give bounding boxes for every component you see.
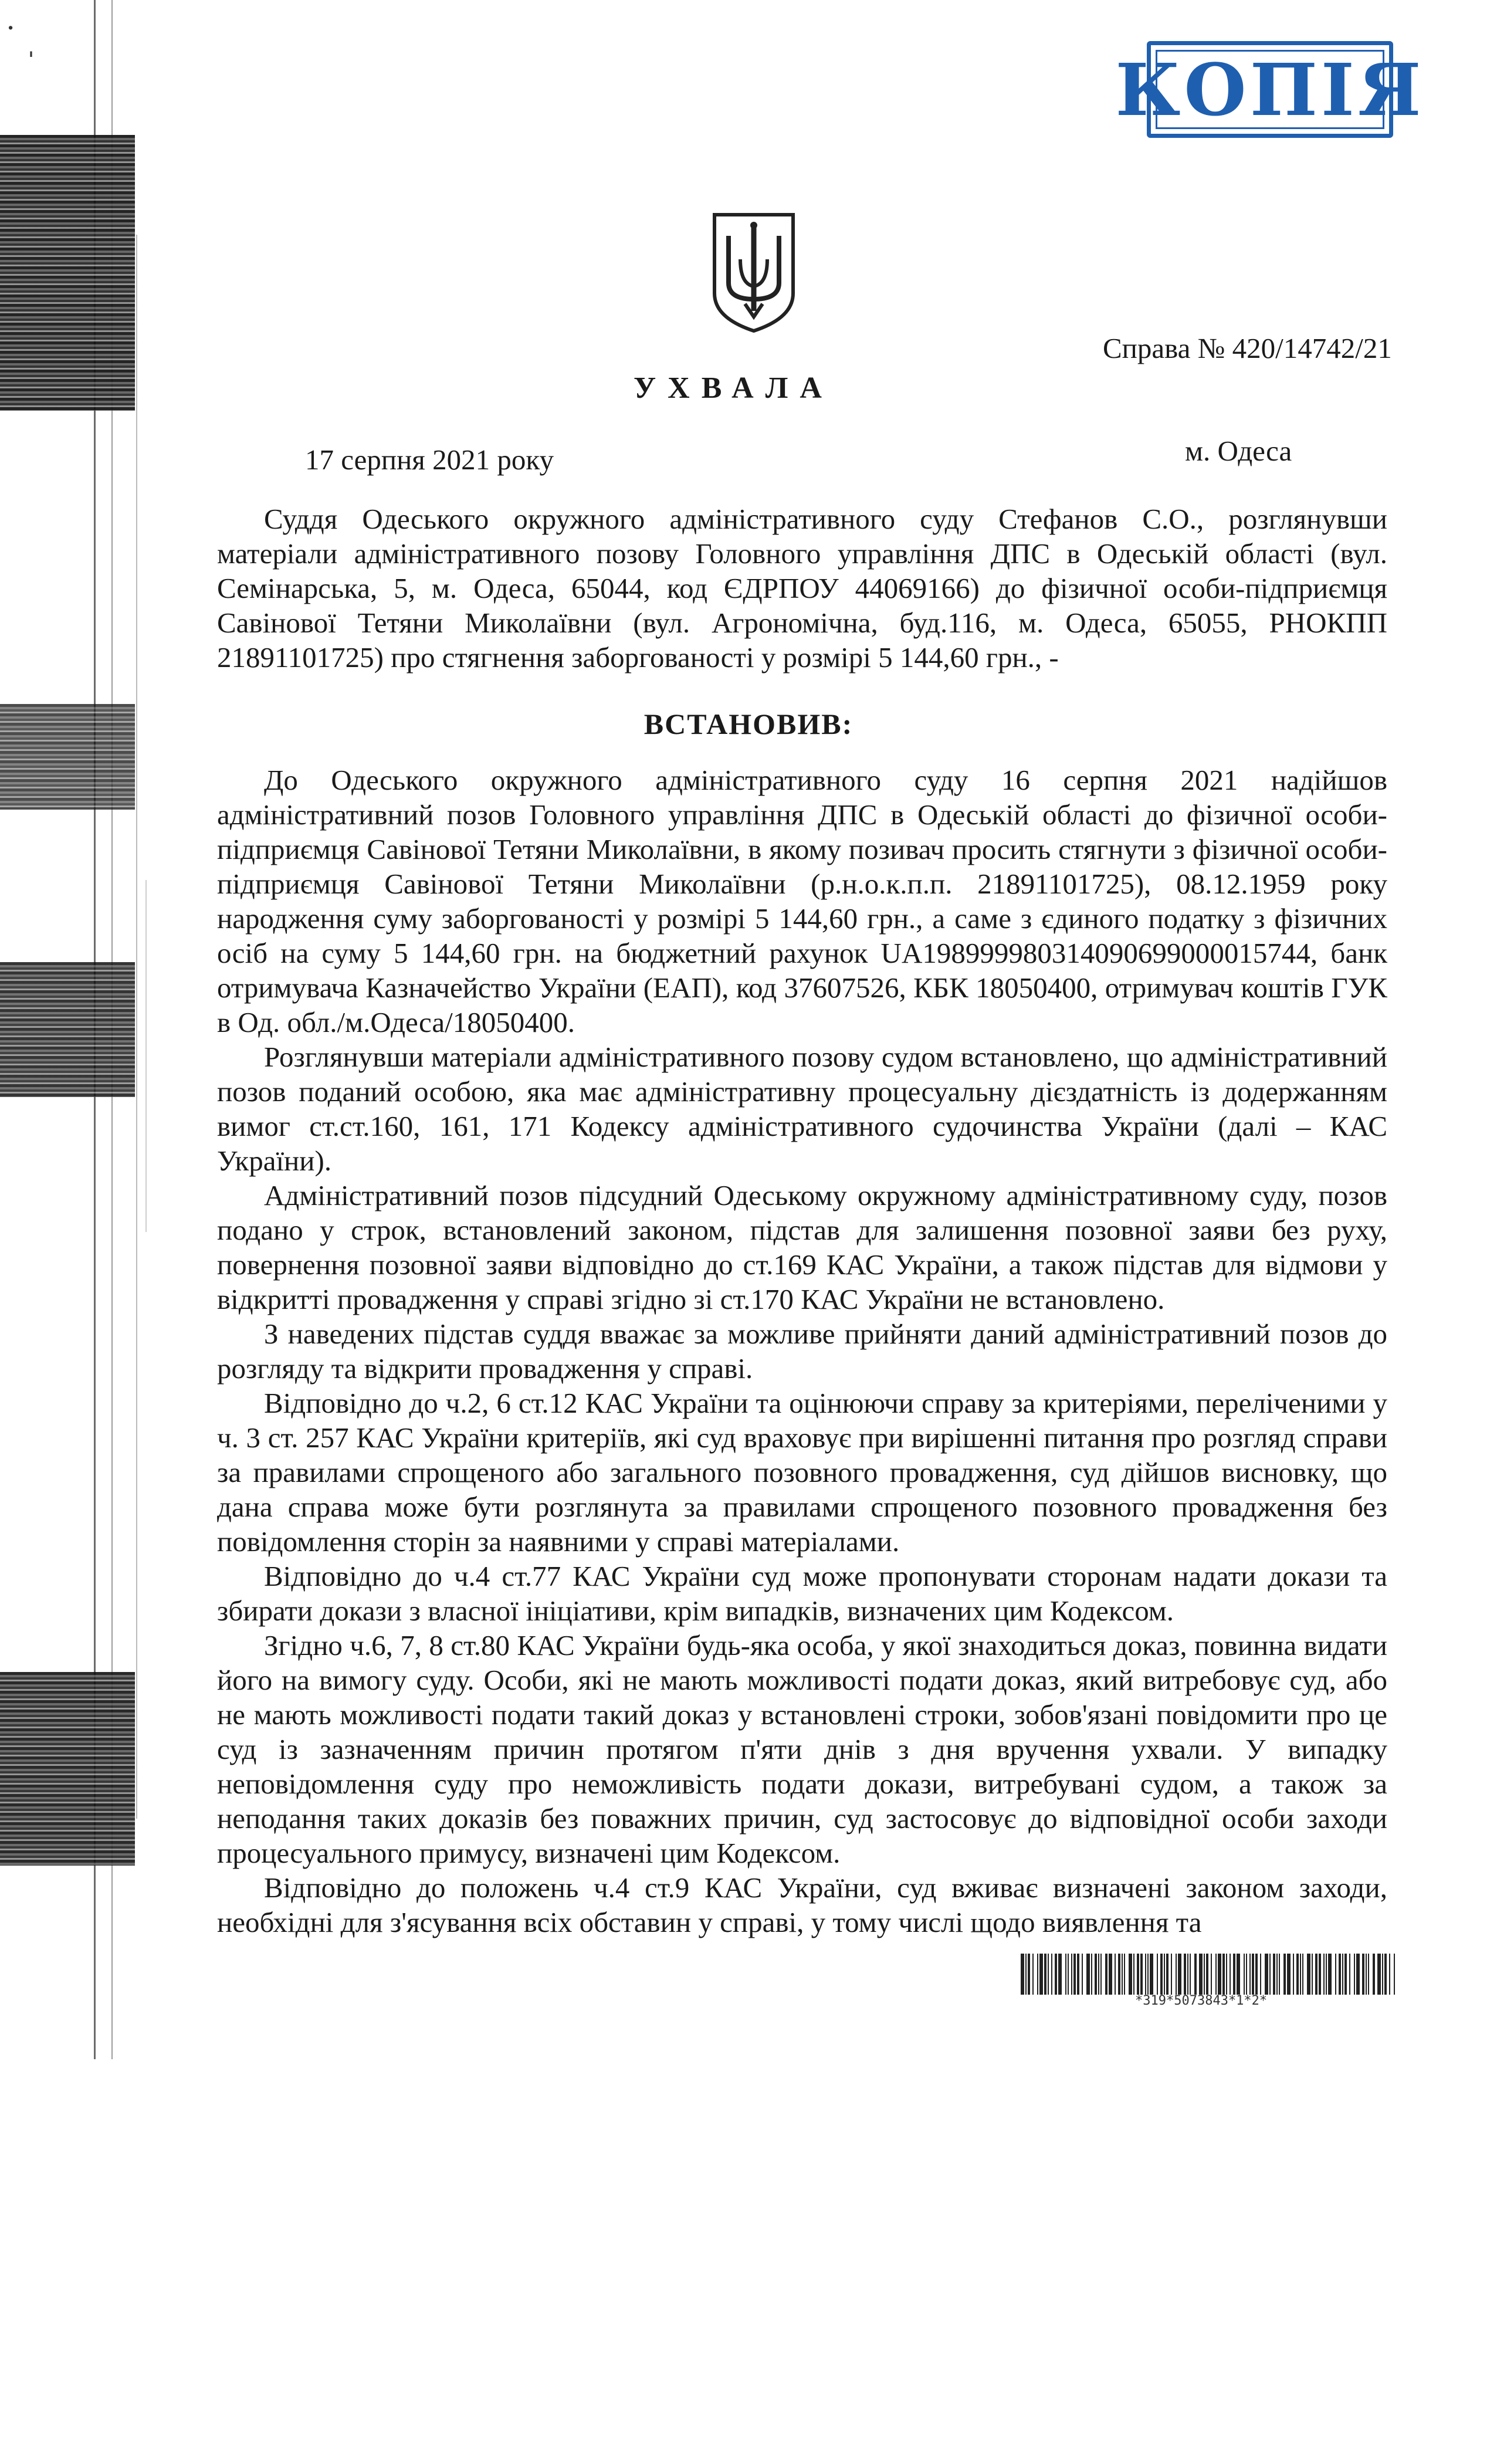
barcode-stripe xyxy=(1044,1954,1046,1995)
barcode-stripe xyxy=(1377,1954,1381,1995)
barcode-stripe xyxy=(1105,1954,1107,1995)
barcode-stripe xyxy=(1204,1954,1205,1995)
barcode-stripe xyxy=(1237,1954,1240,1995)
body-paragraph: Розглянувши матеріали адміністративного позову судом встановлено, що адміністративний позов поданий особою, яка має адміністративну процесуальну дієздатність із додержанням вимог ст.ст.160, 161, 171 Кодексу адміністративного судочинства України (далі – КАС України). xyxy=(217,1041,1387,1177)
barcode-stripe xyxy=(1190,1954,1191,1995)
barcode-stripe xyxy=(1389,1954,1390,1995)
barcode-stripe xyxy=(1077,1954,1079,1995)
scan-specks: ˙ ˌ xyxy=(5,18,37,57)
intro-paragraph: Суддя Одеського окружного адміністративного суду Стефанов С.О., розглянувши матеріали адміністративного позову Головного управління ДПС в Одеській області (вул. Семінарська, 5, м. Одеса, 65044, код ЄДРПОУ 44069166) до фізичної особи-підприємця Савінової Тетяни Миколаївни (вул. Агрономічна, буд.116, м. Одеса, 65055, РНОКПП 21891101725) про стягнення заборгованості у розмірі 5 144,60 грн., - xyxy=(217,503,1387,673)
barcode-stripe xyxy=(1039,1954,1043,1995)
barcode-stripe xyxy=(1273,1954,1275,1995)
barcode-stripe xyxy=(1362,1954,1364,1995)
body-paragraph: Згідно ч.6, 7, 8 ст.80 КАС України будь-яка особа, у якої знаходиться доказ, повинна видати його на вимогу суду. Особи, які не мають можливості подати доказ, який витребовує суд, або не мають можливості подати такий доказ у встановлені строки, зобов'язані повідомити про це суд із зазначенням причин протягом п'яти днів з дня вручення ухвали. У випадку неповідомлення суду про неможливість подати докази, витребувані судом, а також за неподання таких доказів без поважних причин, суд застосовує до відповідної особи заходи процесуального примусу, визначені цим Кодексом. xyxy=(217,1629,1387,1869)
barcode-stripe xyxy=(1296,1954,1299,1995)
section-heading: ВСТАНОВИВ: xyxy=(643,708,854,740)
barcode-stripe xyxy=(1025,1954,1027,1995)
barcode-stripe xyxy=(1323,1954,1325,1995)
ruling-date: 17 серпня 2021 року xyxy=(305,444,554,476)
barcode-stripe xyxy=(1095,1954,1097,1995)
barcode-stripe xyxy=(1276,1954,1278,1995)
barcode-stripe xyxy=(1342,1954,1343,1995)
barcode-stripe xyxy=(1199,1954,1203,1995)
barcode-stripe xyxy=(1302,1954,1303,1995)
barcode-stripe xyxy=(1122,1954,1123,1995)
barcode-stripe xyxy=(1100,1954,1102,1995)
barcode-stripe xyxy=(1150,1954,1153,1995)
barcode-stripe xyxy=(1147,1954,1149,1995)
barcode-stripe xyxy=(1145,1954,1146,1995)
barcode-number: *319*5073843*1*2* xyxy=(1135,1993,1268,2008)
scan-edge-artifacts xyxy=(0,0,153,2059)
copy-stamp xyxy=(1115,41,1425,138)
barcode-stripe xyxy=(1244,1954,1245,1995)
document-barcode xyxy=(1021,1954,1402,1995)
body-paragraph: До Одеського окружного адміністративного суду 16 серпня 2021 надійшов адміністративний позов Головного управління ДПС в Одеській області до фізичної особи-підприємця Савінової Тетяни Миколаївни, в якому позивач просить стягнути з фізичної особи-підприємця Савінової Тетяни Миколаївни (р.н.о.к.п.п. 21891101725), 08.12.1959 року народження суму заборгованості у розмірі 5 144,60 грн., а саме з єдиного податку з фізичних осіб на суму 5 144,60 грн. на бюджетний рахунок UA198999980314090699000015744, банк отримувача Казначейство України (ЕАП), код 37607526, КБК 18050400, отримувач коштів ГУК в Од. обл./м.Одеса/18050400. xyxy=(217,764,1387,1038)
barcode-stripe xyxy=(1051,1954,1052,1995)
barcode-stripe xyxy=(1184,1954,1186,1995)
barcode-stripe xyxy=(1356,1954,1360,1995)
barcode-stripe xyxy=(1071,1954,1072,1995)
barcode-stripe xyxy=(1300,1954,1301,1995)
barcode-stripe xyxy=(1109,1954,1112,1995)
barcode-stripe xyxy=(1373,1954,1375,1995)
barcode-stripe xyxy=(1283,1954,1286,1995)
barcode-stripe xyxy=(1255,1954,1258,1995)
barcode-stripe xyxy=(1021,1954,1024,1995)
barcode-stripe xyxy=(1160,1954,1163,1995)
scan-line xyxy=(145,880,147,1232)
barcode-stripe xyxy=(1086,1954,1090,1995)
barcode-stripe xyxy=(1366,1954,1367,1995)
barcode-stripe xyxy=(1028,1954,1030,1995)
barcode-stripe xyxy=(1176,1954,1177,1995)
barcode-stripe xyxy=(1335,1954,1336,1995)
barcode-stripe xyxy=(1394,1954,1395,1995)
barcode-stripe xyxy=(1178,1954,1181,1995)
case-number: Справа № 420/14742/21 xyxy=(1103,332,1392,364)
barcode-stripe xyxy=(1246,1954,1247,1995)
barcode-stripe xyxy=(1124,1954,1125,1995)
barcode-stripe xyxy=(1098,1954,1099,1995)
scan-smudge xyxy=(0,962,135,1097)
barcode-stripe xyxy=(1222,1954,1225,1995)
scan-line xyxy=(136,235,137,1819)
body-paragraph: Відповідно до ч.2, 6 ст.12 КАС України та оцінюючи справу за критеріями, переліченими у ч. 3 ст. 257 КАС України критеріїв, які суд враховує при вирішенні питання про розгляд справи за правилами спрощеного або загального позовного провадження, суд дійшов висновку, що дана справа може бути розглянута за правилами спрощеного позовного провадження без повідомлення сторін за наявними у справі матеріалами. xyxy=(217,1387,1387,1558)
barcode-stripe xyxy=(1215,1954,1217,1995)
barcode-stripe xyxy=(1164,1954,1165,1995)
barcode-stripe xyxy=(1368,1954,1369,1995)
barcode-stripe xyxy=(1037,1954,1038,1995)
barcode-stripe xyxy=(1118,1954,1120,1995)
barcode-stripe xyxy=(1140,1954,1143,1995)
copy-stamp-label: КОПІЯ xyxy=(1115,47,1425,132)
barcode-stripe xyxy=(1032,1954,1034,1995)
ruling-city: м. Одеса xyxy=(1185,435,1292,467)
barcode-stripe xyxy=(1187,1954,1188,1995)
barcode-stripe xyxy=(1226,1954,1227,1995)
barcode-stripe xyxy=(1269,1954,1271,1995)
barcode-stripe xyxy=(1349,1954,1350,1995)
barcode-stripe xyxy=(1058,1954,1062,1995)
scan-smudge xyxy=(0,1672,135,1866)
barcode-stripe xyxy=(1252,1954,1254,1995)
barcode-stripe xyxy=(1315,1954,1318,1995)
barcode-stripe xyxy=(1048,1954,1049,1995)
barcode-stripe xyxy=(1293,1954,1294,1995)
barcode-stripe xyxy=(1068,1954,1069,1995)
barcode-stripe xyxy=(1211,1954,1212,1995)
barcode-stripe xyxy=(1137,1954,1139,1995)
barcode-stripe xyxy=(1115,1954,1116,1995)
barcode-stripe xyxy=(1091,1954,1092,1995)
body-paragraph: Адміністративний позов підсудний Одеському окружному адміністративному суду, позов подано у строк, встановлений законом, підстав для залишення позовної заяви без руху, повернення позовної заяви відповідно до ст.169 КАС України, а також підстав для відмови у відкритті провадження у справі згідно зі ст.170 КАС України не встановлено. xyxy=(217,1179,1387,1315)
barcode-stripe xyxy=(1328,1954,1332,1995)
barcode-stripe xyxy=(1218,1954,1221,1995)
barcode-stripe xyxy=(1065,1954,1066,1995)
barcode-stripe xyxy=(1249,1954,1251,1995)
barcode-stripe xyxy=(1287,1954,1291,1995)
barcode-stripe xyxy=(1073,1954,1076,1995)
barcode-stripe xyxy=(1233,1954,1235,1995)
barcode-stripe xyxy=(1194,1954,1197,1995)
barcode-stripe xyxy=(1260,1954,1261,1995)
trident-coat-of-arms-icon xyxy=(710,211,798,334)
barcode-stripe xyxy=(1230,1954,1231,1995)
barcode-stripe xyxy=(1265,1954,1268,1995)
barcode-stripe xyxy=(1382,1954,1383,1995)
barcode-stripe xyxy=(1312,1954,1313,1995)
barcode-stripe xyxy=(1129,1954,1132,1995)
barcode-stripe xyxy=(1171,1954,1172,1995)
barcode-stripe xyxy=(1326,1954,1327,1995)
barcode-stripe xyxy=(1082,1954,1083,1995)
barcode-stripe xyxy=(1157,1954,1158,1995)
barcode-stripe xyxy=(1344,1954,1347,1995)
barcode-stripe xyxy=(1166,1954,1169,1995)
intro-block xyxy=(217,502,1387,675)
barcode-stripe xyxy=(1384,1954,1387,1995)
scan-smudge xyxy=(0,135,135,411)
document-title: УХВАЛА xyxy=(634,371,834,405)
body-paragraph: З наведених підстав суддя вважає за можливе прийняти даний адміністративний позов до розгляду та відкрити провадження у справі. xyxy=(217,1318,1387,1385)
barcode-stripe xyxy=(1055,1954,1057,1995)
ruling-body xyxy=(217,763,1387,1940)
body-paragraph: Відповідно до ч.4 ст.77 КАС України суд може пропонувати сторонам надати докази та збирати докази з власної ініціативи, крім випадків, визначених цим Кодексом. xyxy=(217,1560,1387,1627)
barcode-stripe xyxy=(1133,1954,1134,1995)
barcode-stripe xyxy=(1307,1954,1310,1995)
barcode-stripe xyxy=(1339,1954,1341,1995)
body-paragraph: Відповідно до положень ч.4 ст.9 КАС України, суд вживає визначені законом заходи, необхідні для з'ясування всіх обставин у справі, у тому числі щодо виявлення та xyxy=(217,1871,1387,1938)
barcode-stripe xyxy=(1206,1954,1208,1995)
barcode-stripe xyxy=(1279,1954,1280,1995)
barcode-stripe xyxy=(1354,1954,1355,1995)
barcode-stripe xyxy=(1319,1954,1321,1995)
